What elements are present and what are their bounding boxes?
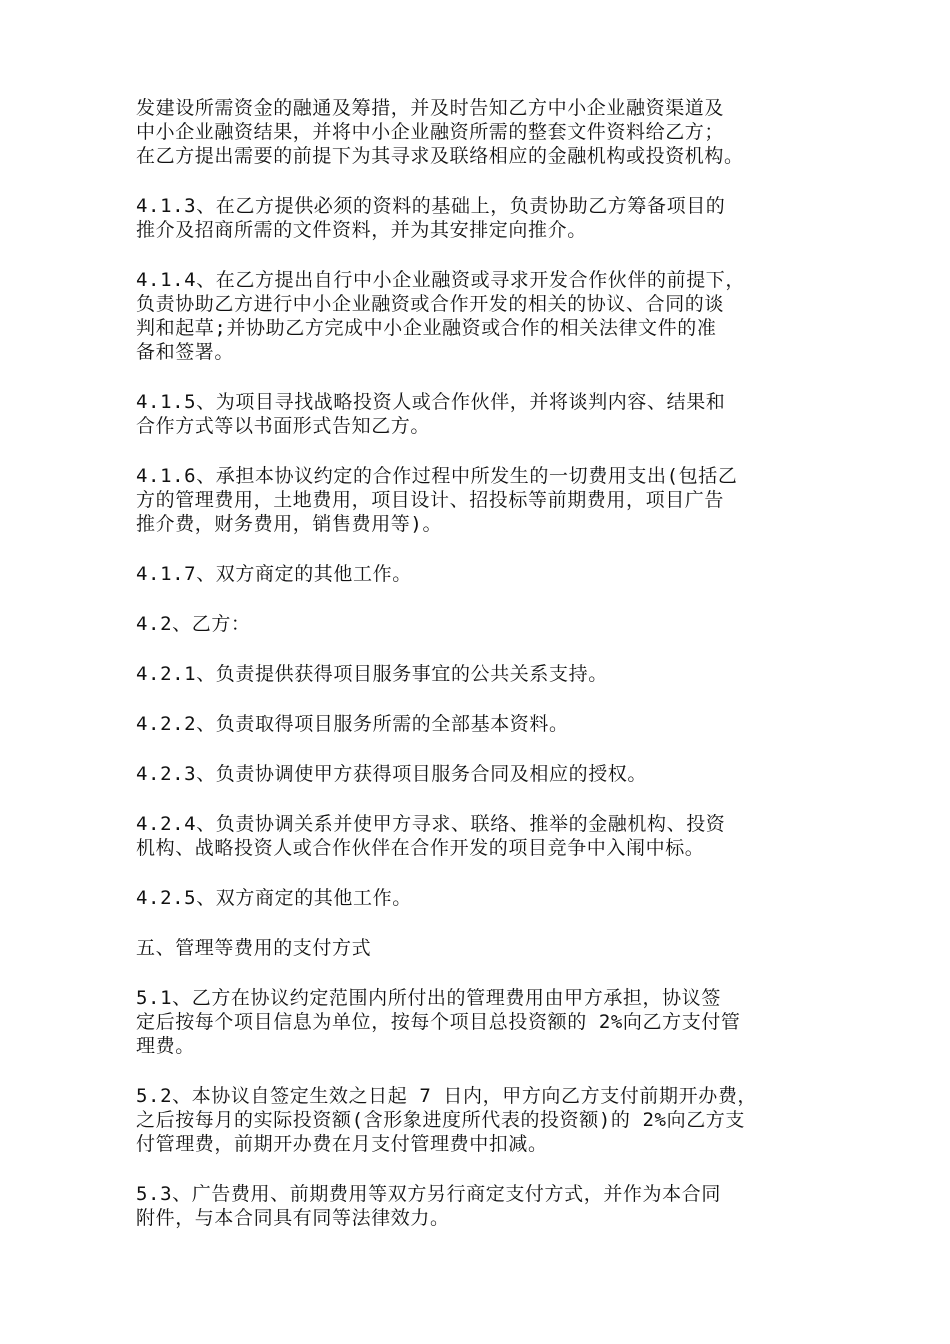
text-line: 附件，与本合同具有同等法律效力。 [136, 1207, 450, 1229]
text-line: 判和起草;并协助乙方完成中小企业融资或合作的相关法律文件的准 [136, 317, 717, 339]
section-heading-5 [136, 936, 826, 960]
text-line: 4.1.5、为项目寻找战略投资人或合作伙伴，并将谈判内容、结果和 [136, 391, 726, 413]
paragraph-4-2-2 [136, 712, 826, 736]
paragraph-4-1-6 [136, 464, 826, 536]
paragraph-4-2-3 [136, 762, 826, 786]
document-page [136, 96, 826, 1256]
paragraph-5-3 [136, 1182, 826, 1230]
paragraph-5-1 [136, 986, 826, 1058]
text-line: 理费。 [136, 1035, 195, 1057]
text-line: 机构、战略投资人或合作伙伴在合作开发的项目竞争中入闱中标。 [136, 837, 705, 859]
paragraph-4-1-5 [136, 390, 826, 438]
paragraph-4-1-4 [136, 268, 826, 364]
text-line: 中小企业融资结果，并将中小企业融资所需的整套文件资料给乙方； [136, 121, 725, 143]
text-line: 4.2、乙方： [136, 613, 251, 635]
text-line: 5.3、广告费用、前期费用等双方另行商定支付方式，并作为本合同 [136, 1183, 721, 1205]
text-line: 4.1.3、在乙方提供必须的资料的基础上，负责协助乙方筹备项目的 [136, 195, 726, 217]
paragraph-4-2-1 [136, 662, 826, 686]
paragraph-continuation [136, 96, 826, 168]
heading-line: 五、管理等费用的支付方式 [136, 937, 372, 959]
text-line: 方的管理费用，土地费用，项目设计、招投标等前期费用，项目广告 [136, 489, 725, 511]
text-line: 4.2.1、负责提供获得项目服务事宜的公共关系支持。 [136, 663, 608, 685]
text-line: 4.1.7、双方商定的其他工作。 [136, 563, 412, 585]
text-line: 4.2.4、负责协调关系并使甲方寻求、联络、推举的金融机构、投资 [136, 813, 726, 835]
text-line: 负责协助乙方进行中小企业融资或合作开发的相关的协议、合同的谈 [136, 293, 725, 315]
text-line: 4.2.5、双方商定的其他工作。 [136, 887, 412, 909]
text-line: 推介费，财务费用，销售费用等)。 [136, 513, 443, 535]
text-line: 4.2.3、负责协调使甲方获得项目服务合同及相应的授权。 [136, 763, 647, 785]
text-line: 推介及招商所需的文件资料，并为其安排定向推介。 [136, 219, 587, 241]
text-line: 4.1.6、承担本协议约定的合作过程中所发生的一切费用支出(包括乙 [136, 465, 738, 487]
paragraph-4-1-7 [136, 562, 826, 586]
text-line: 5.1、乙方在协议约定范围内所付出的管理费用由甲方承担，协议签 [136, 987, 721, 1009]
paragraph-4-2 [136, 612, 826, 636]
paragraph-4-1-3 [136, 194, 826, 242]
text-line: 5.2、本协议自签定生效之日起 7 日内，甲方向乙方支付前期开办费， [136, 1085, 758, 1107]
text-line: 定后按每个项目信息为单位，按每个项目总投资额的 2%向乙方支付管 [136, 1011, 741, 1033]
text-line: 在乙方提出需要的前提下为其寻求及联络相应的金融机构或投资机构。 [136, 145, 744, 167]
text-line: 之后按每月的实际投资额(含形象进度所代表的投资额)的 2%向乙方支 [136, 1109, 745, 1131]
text-line: 4.1.4、在乙方提出自行中小企业融资或寻求开发合作伙伴的前提下， [136, 269, 745, 291]
text-line: 合作方式等以书面形式告知乙方。 [136, 415, 431, 437]
paragraph-4-2-4 [136, 812, 826, 860]
paragraph-5-2 [136, 1084, 826, 1156]
paragraph-4-2-5 [136, 886, 826, 910]
text-line: 发建设所需资金的融通及筹措，并及时告知乙方中小企业融资渠道及 [136, 97, 725, 119]
text-line: 付管理费，前期开办费在月支付管理费中扣减。 [136, 1133, 548, 1155]
text-line: 备和签署。 [136, 341, 235, 363]
text-line: 4.2.2、负责取得项目服务所需的全部基本资料。 [136, 713, 569, 735]
